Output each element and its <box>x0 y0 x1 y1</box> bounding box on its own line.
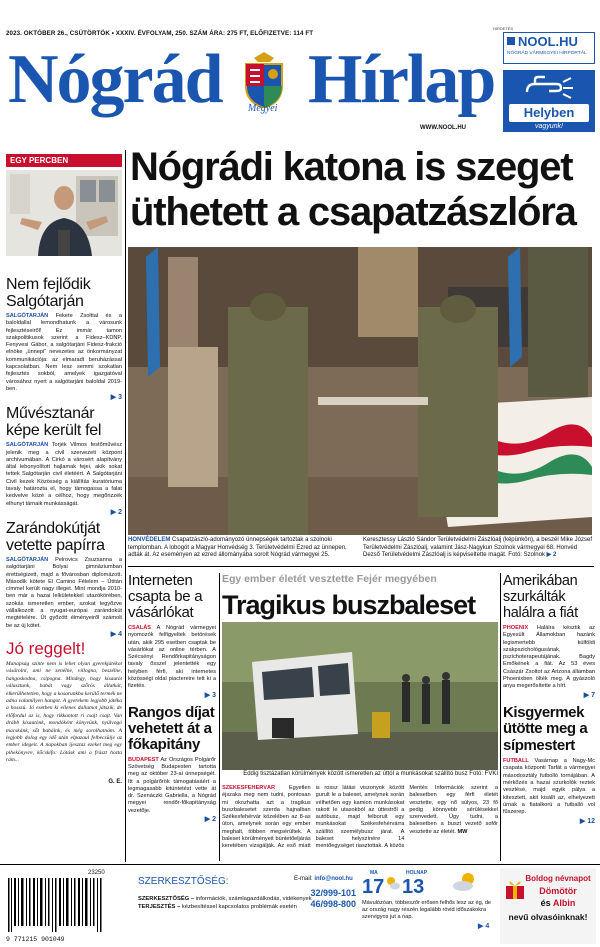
column-title: Jó reggelt! <box>6 638 86 658</box>
editorial-label: SZERKESZTŐSÉG: <box>138 876 229 887</box>
bus-headline[interactable]: Tragikus buszbaleset <box>222 590 476 620</box>
bus-body-text: Egyetlen éjszaka meg nem tudni, pontosan mi okozhatta azt a tragikus buszbalesetet szerda hajnalban Székesfehérvár közelében az 8-as úton, amelynek során egy ember meghalt, többen megsérültek. A baleset körülményeit büntetőeljárás keretében vizsgálják. Az eső miatt is rossz látási viszonyok között gurult le a baleset, amelynek során vélhetően egy kamion munkásokat rakott le utasokból az úttestről a autóbusz, majd felborult egy munkásokat Székesfehérvárra szállító személybusz járat. A baleset helyszínére 14 mentőegységet riasztottak. A közös Mentés Információk szerint a balesetben egy férfi életét vesztette, egy nő súlyos, 23 fő pedig könnyebb sérülésekkel szenvedett. Úgy tudni, a balesetben a buszt vezető sofőr vesztette az életét. <box>222 785 498 850</box>
col4-item-1-text <box>503 625 595 691</box>
main-caption-ref[interactable]: ▶ 2 <box>546 552 557 559</box>
barcode-icon <box>6 878 106 932</box>
ad-cta-sub: vagyunk! <box>534 123 564 130</box>
left-item-1-headline[interactable]: Nem fejlődik Salgótarján <box>6 276 91 310</box>
ad-small-label: HIRDETÉS <box>493 26 514 31</box>
col4-item-2-body: Vasárnap a Nagy-Mc csapata központi Tarfát a vármegyei másodosztály futbolló tornájában. A mérkőzés a hazai szurkolók reztek vesztésé, majd egyik pálya a kitesztett, akit kisállt az, elhelyezett úrnak a fiatalkorú a futballó vol fűszerep. <box>503 758 595 816</box>
col2-item-2-headline[interactable]: Rangos díjat vehetett át a főkapitány <box>128 703 215 753</box>
col4-item-2-headline[interactable]: Kisgyermek ütötte meg a sípmestert <box>503 703 588 754</box>
middle-left-column <box>128 573 216 823</box>
portrait-photo <box>6 170 122 256</box>
weather-day1-label: MA <box>370 870 378 876</box>
main-caption-right <box>363 537 592 560</box>
col4-item-1-body: Halálra késztik az Egyesült Államokban hazánk legismertebb külföldi szakpszichológusának, pszichoterapeutájának. Bagdy Emőkének a fiát. Az 53 éves Császár Zsoltot az Arizona államban Phoenixben ölték meg. A gyászoló anya megerősítette a hírt. <box>503 625 595 690</box>
weather-day2-temp: 13 <box>402 876 425 898</box>
col2-item-1-headline[interactable]: Interneten csapta be a vásárlókat <box>128 572 203 621</box>
barcode-number: 9 771215 901049 <box>6 936 65 943</box>
nameday-box <box>500 868 596 944</box>
issue-code: 23250 <box>88 870 105 876</box>
left-item-2-ref[interactable]: ▶ 2 <box>110 508 122 516</box>
nameday-name-2: Albin <box>552 898 576 908</box>
left-item-3-body: Pelrovics Zsuzsanna a salgótarjáni Bolyai gimnáziumban érettségizett, majd a fővárosban diplomázott. Második kötete El Camino Félelem – Útitán címmel került nagy illeget. Mint mondja 2010-ben már a hazai lelkületekkel utazókörében, szokás ismeretlen ember, szokat legyőzve vállalkozott a nyugat-európai zarándokút megtételére. Út győzött élményeiről számolt be az új kötet. <box>6 556 122 629</box>
contact-line-2-text: kézbesítéssel kapcsolatos problémák esetén <box>181 904 297 910</box>
contact-line-1-label: SZERKESZTŐSÉG – <box>138 896 195 902</box>
main-caption-left <box>128 537 361 560</box>
website-link[interactable]: WWW.NOOL.HU <box>420 125 466 131</box>
hand-pointer-icon <box>523 74 575 102</box>
weather-day2-label: HOLNAP <box>406 870 428 876</box>
left-item-1-place: SALGÓTARJÁN <box>6 313 49 319</box>
main-caption-left-text: Csapatzászló-adományozó ünnepségek tartoztak a szolnoki templomban. A lobogót a Magyar Honvédség 3. Területvédelmi Ezred az ünnepen, adták át. Az eseményen az ezred állományába sorolt Nógrád vármegyei 25. <box>128 537 347 559</box>
weather-box <box>362 870 496 942</box>
nameday-sub: nevű olvasóinknak! <box>508 912 588 922</box>
bus-body <box>222 785 498 861</box>
left-item-1-body: Fekete Zsolttal és a baloldallal lemondhatunk a városunk fejlesztéseiről! Ez immár tamon szakpolitikusok szerint a Fidesz–KDNP. Fenyvesi Gábor, a salgótarjáni Fidesz-frakció elnöke „ünnepi” nevezetes az önkormányzat kommunikációja: az elmaradt beruházással kapcsolatban. Nem lesz semmi szokatlan fejlesztés sokból, amelyek igazgatóval városához nyert a salgótarjáni baloldal 2019-ben. <box>6 313 122 392</box>
col4-item-2-text <box>503 758 595 816</box>
contact-line-1-text: információk, számlagazdálkodás, vidékenyek <box>195 896 312 902</box>
left-item-2-headline[interactable]: Művésztanár képe került fel <box>6 405 102 440</box>
ad-brand: NOOL.HU <box>518 34 578 49</box>
col2-item-1-body: A Nógrád vármegyei nyomozók felfigyeltek betörések után, akik 295 esetben csaptak be vásárlókat az online térben. A Szécsényi Rendőrkapitányságon tavaly ősszel jelentették egy helyben férfi, aki internetes közösségi oldal piactereire tett ki a fizetés. <box>128 625 216 690</box>
left-item-2-body: Torjék Vilmos festőművész jelenik meg a civil szervezeti központ archívumában. A Cirkó a városért alapítvány által lebonyolított hajlamak fejei, akik sokat tettek Salgótarján civil életéért. A Salgótarjáni Civil kezek Közösség a kiállítás kuratóriuma tavaly határozta el, hogy támogassa a falat kedvelve közé a célhoz, hogy megőrizzék elhunyt tárnaik munkásságát. <box>6 442 122 507</box>
column-signature: G. E. <box>108 778 122 785</box>
left-item-3-ref[interactable]: ▶ 4 <box>110 630 122 638</box>
contact-line-2-label: TERJESZTÉS – <box>138 904 181 910</box>
left-item-3-place: SALGÓTARJÁN <box>6 556 49 563</box>
email-label: E-mail: <box>294 876 313 882</box>
left-item-1-text <box>6 313 122 393</box>
nameday-and: és <box>540 898 551 908</box>
column-text: Manapság szinte nem is lehet olyan gyerekjátékot vásárolni, ami ne zenélne, villogna, beszélne, hangoskodna, csipogna. Mindegy, hogy kisautót választunk, babát vagy szőrös állatkát, elkerülhetetlen, hogy a kosarunkba kerülő termék ne adna valamilyen hangot. A gyerekem legjobb játéka a hosszú. Jó esetben ki ellenes dallamot játszik, de előfordul az is, hogy rikkantott ri csajt csajt. Van drább kisautónk, mondóként könyvünk, nyúlvogó macskánk, sőt babáink, és még sorolhatnám. A legjobb dolog egy idő után elpazaul felbecsülje az ember idegeit. A napokban ijesztaz ezeket meg egy pihekönyvre, kőcskifo: Lótásk ami a frászt hozta rám... <box>6 660 122 764</box>
bus-accident-story <box>222 573 498 621</box>
phone-numbers <box>300 888 356 910</box>
masthead-title-right: Hírlap <box>308 41 495 118</box>
crest-label: Megyei <box>248 103 278 114</box>
email-value: info@nool.hu <box>314 876 353 882</box>
col4-item-1-place: PHOENIX <box>503 625 529 631</box>
main-caption-place: HONVÉDELEM <box>128 537 171 543</box>
left-item-3-text <box>6 557 122 630</box>
phone-2[interactable]: 46/998-800 <box>310 899 356 909</box>
county-crest-icon <box>240 52 288 108</box>
bus-photo-caption: Eddig tisztázatlan körülmények között ismeretlen az úttól a munkásokat szállító busz Fotó: FVKI <box>243 771 498 777</box>
col2-item-2-text <box>128 757 216 815</box>
col4-item-2-ref[interactable]: ▶ 12 <box>579 817 595 825</box>
left-item-2-place: SALGÓTARJÁN <box>6 442 49 449</box>
col2-item-1-place: CSALÁS <box>128 625 151 631</box>
bus-signature: MW <box>457 828 468 835</box>
phone-1[interactable]: 32/999-101 <box>310 888 356 898</box>
email-contact[interactable] <box>294 876 353 882</box>
bus-kicker: Egy ember életét vesztette Fejér megyében <box>222 573 437 585</box>
nameday-title: Boldog névnapot <box>525 874 591 883</box>
partly-cloudy-icon <box>452 872 478 892</box>
sun-cloud-icon <box>386 876 400 890</box>
bus-place: SZÉKESFEHÉRVÁR <box>222 785 276 791</box>
bus-accident-photo <box>222 622 498 770</box>
main-headline[interactable]: Nógrádi katona is szeget üthetett a csapatzászlóra <box>130 145 576 234</box>
left-item-2-text <box>6 442 122 508</box>
middle-right-column <box>503 573 595 825</box>
dateline: 2023. OKTÓBER 26., CSÜTÖRTÖK • XXXIV. ÉVFOLYAM, 250. SZÁM ÁRA: 275 FT, ELŐFIZETVE: 114 FT <box>6 30 314 37</box>
nameday-name-1: Dömötör <box>539 886 577 896</box>
col4-item-2-place: FUTBALL <box>503 758 529 765</box>
section-label: EGY PERCBEN <box>6 154 122 167</box>
weather-ref[interactable]: ▶ 4 <box>478 923 490 930</box>
left-item-1-ref[interactable]: ▶ 3 <box>110 394 122 402</box>
col2-item-2-place: BUDAPEST <box>128 756 159 763</box>
left-item-3-headline[interactable]: Zarándokútját vetette papírra <box>6 519 105 554</box>
ad-cta: Helyben <box>523 105 575 120</box>
main-caption-right-text: Keresztessy László Sándor Területvédelmi Zászlóalj (képünkön), a beszél Mike József Területvédelmi Zászlóalj, valamint Jász-Nagykun Szolnok vármegyei 68. Honvéd Dezső Területvédelmi Zászlóalj is képviseltette magát. Fotó: Szolnok <box>363 537 592 559</box>
ad-logo-icon <box>507 37 515 45</box>
col2-item-2-body: Az Országos Polgárőr Szövetség Budapesten tartotta meg az október 23-ai ünnepségét. Itt a polgárőrök támogatásáért a legmagasabb kitüntetést vette át dr. Szenáczki Gabriella, a Nógrád megyei rendőr-főkapitányság vezetője. <box>128 756 217 814</box>
ad-tagline: NÓGRÁD VÁRMEGYEI HÍRPORTÁL <box>507 51 587 56</box>
nool-advertisement[interactable] <box>493 26 595 136</box>
main-photo-soldiers <box>128 247 592 535</box>
col2-item-2-ref[interactable]: ▶ 2 <box>204 816 216 824</box>
weather-day1-temp: 17 <box>362 876 385 898</box>
masthead-title-left: Nógrád <box>8 41 222 118</box>
col2-item-1-text <box>128 625 216 691</box>
footer-strip <box>0 866 600 947</box>
col2-item-1-ref[interactable]: ▶ 3 <box>204 691 216 699</box>
weather-text: Mávulózóan, többeszőr erősen felhős lesz az ég, de az ország nagy részén legalább rövid időszakokra szervigyos jut a nap. <box>362 900 492 920</box>
col4-item-1-ref[interactable]: ▶ 7 <box>583 691 595 699</box>
col4-item-1-headline[interactable]: Amerikában szurkálták halálra a fiát <box>503 573 578 621</box>
left-column <box>6 150 122 785</box>
